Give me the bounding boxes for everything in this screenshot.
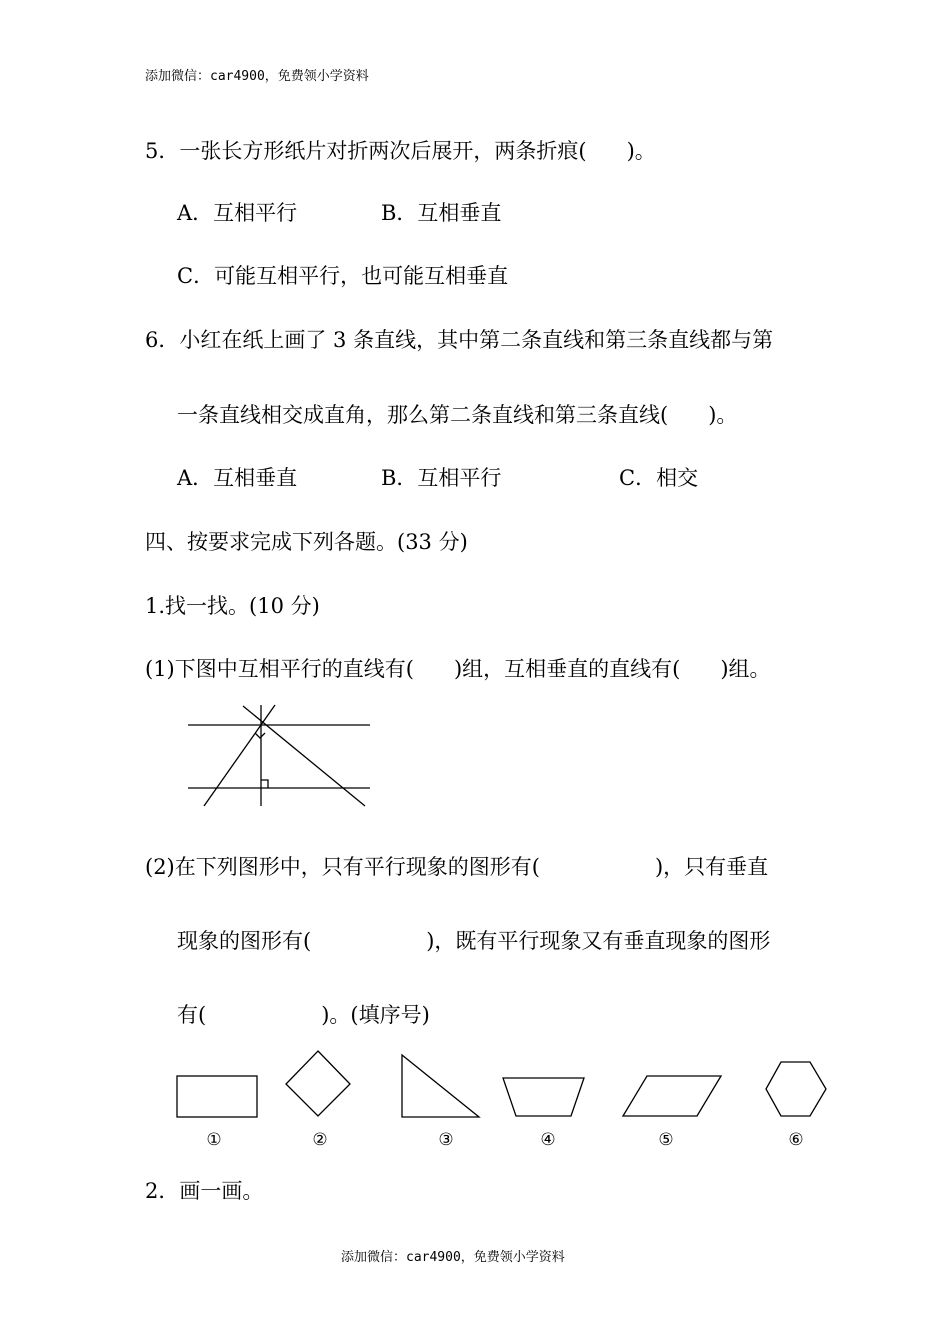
shape-trapezoid: [503, 1078, 584, 1116]
shape-label-2: ②: [312, 1130, 328, 1150]
shape-square-rotated: [286, 1051, 350, 1116]
q5-option-c: C．可能互相平行，也可能互相垂直: [177, 264, 509, 288]
shape-label-1: ①: [206, 1130, 222, 1150]
q6-option-b: B．互相平行: [381, 466, 502, 490]
shape-rectangle: [177, 1076, 257, 1117]
part1-q1-text-b: )组，互相垂直的直线有(: [453, 657, 681, 681]
part1-q2-text-c: 现象的图形有(: [177, 929, 312, 953]
part1-q1-text-c: )组。: [720, 657, 771, 681]
part1-q2-text-f: )。(填序号): [321, 1003, 430, 1027]
section4-title: 四、按要求完成下列各题。(33 分): [145, 530, 468, 554]
q6-line1: 6．小红在纸上画了 3 条直线，其中第二条直线和第三条直线都与第: [145, 328, 774, 352]
q5-option-b: B．互相垂直: [381, 201, 502, 225]
part1-q2-text-b: )，只有垂直: [654, 855, 769, 879]
shape-label-4: ④: [540, 1130, 556, 1150]
q6-option-a: A．互相垂直: [177, 466, 298, 490]
part1-q2-text-a: (2)在下列图形中，只有平行现象的图形有(: [145, 855, 540, 879]
shape-parallelogram: [623, 1076, 721, 1116]
footer-note: 添加微信：car4900，免费领小学资料: [341, 1250, 565, 1265]
q5-option-a: A．互相平行: [177, 201, 298, 225]
q6-line2-end: )。: [708, 403, 738, 427]
shape-hexagon: [766, 1062, 826, 1116]
part1-q1-text-a: (1)下图中互相平行的直线有(: [145, 657, 414, 681]
shape-label-6: ⑥: [788, 1130, 804, 1150]
q5-stem-text: 5．一张长方形纸片对折两次后展开，两条折痕(: [145, 139, 587, 163]
shape-label-3: ③: [438, 1130, 454, 1150]
q5-stem-end: )。: [626, 139, 656, 163]
part2-title: 2．画一画。: [145, 1179, 264, 1203]
part1-q2-text-d: )，既有平行现象又有垂直现象的图形: [426, 929, 771, 953]
header-note: 添加微信：car4900，免费领小学资料: [145, 69, 369, 84]
q6-option-c: C．相交: [619, 466, 699, 490]
q6-line2-text: 一条直线相交成直角，那么第二条直线和第三条直线(: [177, 403, 669, 427]
part1-q2-text-e: 有(: [177, 1003, 207, 1027]
shape-right-triangle: [402, 1055, 479, 1117]
shape-label-5: ⑤: [658, 1130, 674, 1150]
part1-title: 1.找一找。(10 分): [145, 594, 320, 618]
